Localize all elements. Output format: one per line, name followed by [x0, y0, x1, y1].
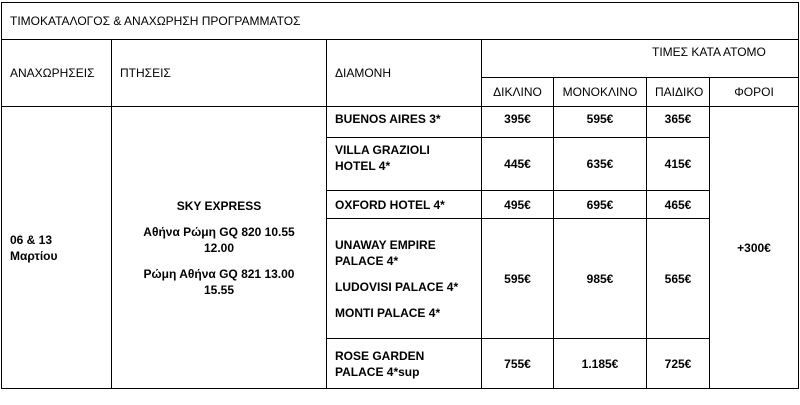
header-departures: ΑΝΑΧΩΡΗΣΕΙΣ [2, 40, 112, 107]
price-double: 755€ [482, 339, 554, 389]
flights-cell [112, 107, 327, 389]
outbound-flight [120, 224, 318, 256]
title-row [2, 3, 799, 40]
price-double: 395€ [482, 107, 554, 138]
price-double: 595€ [482, 219, 554, 339]
header-double: ΔΙΚΛΙΝΟ [482, 78, 554, 107]
header-taxes: ΦΟΡΟΙ [710, 78, 799, 107]
header-child: ΠΑΙΔΙΚΟ [647, 78, 710, 107]
outbound-flight-line: Αθήνα Ρώμη GQ 820 10.55 [143, 224, 295, 239]
hotel-cell [327, 191, 482, 219]
return-flight-line: 15.55 [203, 282, 235, 297]
hotel-name: BUENOS AIRES 3* [335, 112, 441, 126]
header-row [2, 40, 799, 78]
departure-dates-cell [2, 107, 112, 389]
hotel-name: VILLA GRAZIOLI HOTEL 4* [335, 143, 430, 173]
hotel-name: LUDOVISI PALACE 4* [335, 279, 459, 294]
price-double: 445€ [482, 138, 554, 191]
price-single: 1.185€ [554, 339, 647, 389]
return-flight-line: Ρώμη Αθήνα GQ 821 13.00 [143, 266, 295, 281]
header-accommodation: ΔΙΑΜΟΝΗ [327, 40, 482, 107]
price-child: 725€ [647, 339, 710, 389]
departure-dates-line: Μαρτίου [10, 248, 58, 263]
hotel-cell [327, 138, 482, 191]
price-child: 465€ [647, 191, 710, 219]
price-table [1, 2, 799, 389]
header-prices-group: ΤΙΜΕΣ ΚΑΤΑ ΑΤΟΜΟ [482, 40, 799, 78]
header-flights: ΠΤΗΣΕΙΣ [112, 40, 327, 107]
price-single: 635€ [554, 138, 647, 191]
price-single: 695€ [554, 191, 647, 219]
hotel-name: MONTI PALACE 4* [335, 305, 441, 320]
outbound-flight-line: 12.00 [203, 240, 235, 255]
hotel-name: OXFORD HOTEL 4* [335, 197, 445, 212]
hotel-name: ROSE GARDEN PALACE 4*sup [335, 348, 425, 379]
hotel-cell [327, 107, 482, 138]
hotel-cell [327, 339, 482, 389]
hotel-cell [327, 219, 482, 339]
departure-dates-line: 06 & 13 [10, 232, 53, 247]
price-single: 985€ [554, 219, 647, 339]
price-child: 415€ [647, 138, 710, 191]
price-child: 565€ [647, 219, 710, 339]
price-single: 595€ [554, 107, 647, 138]
hotel-name: UNAWAY EMPIRE PALACE 4* [335, 237, 436, 268]
airline-name: SKY EXPRESS [176, 198, 262, 213]
table-row [2, 107, 799, 138]
price-double: 495€ [482, 191, 554, 219]
table-title: ΤΙΜΟΚΑΤΑΛΟΓΟΣ & ΑΝΑΧΩΡΗΣΗ ΠΡΟΓΡΑΜΜΑΤΟΣ [2, 3, 799, 40]
price-child: 365€ [647, 107, 710, 138]
taxes-cell: +300€ [710, 107, 799, 389]
return-flight [120, 266, 318, 298]
header-single: ΜΟΝΟΚΛΙΝΟ [554, 78, 647, 107]
